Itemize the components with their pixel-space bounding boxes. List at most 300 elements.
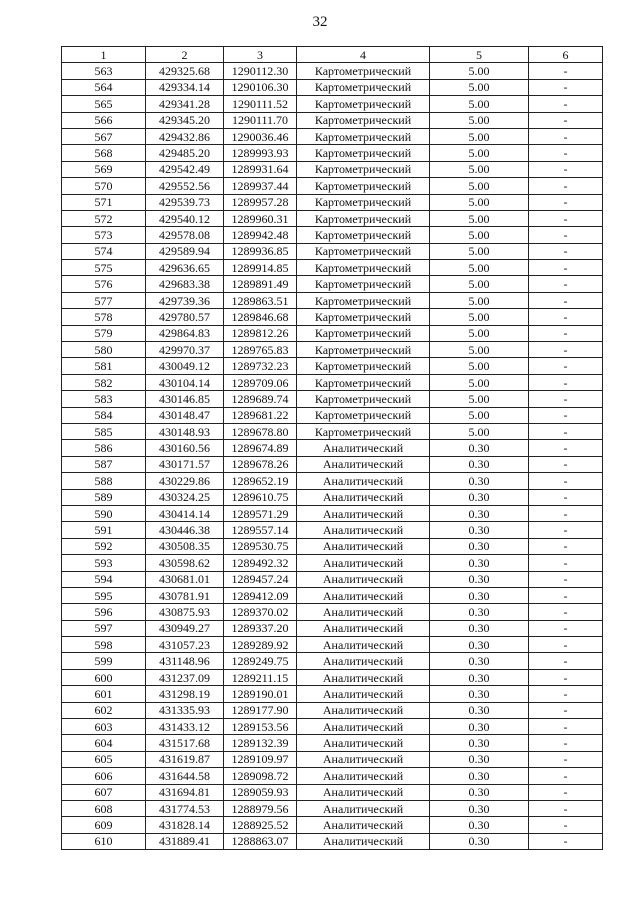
note-cell: - [529,161,603,177]
y-coordinate-cell: 1289678.26 [224,456,297,472]
note-cell: - [529,227,603,243]
accuracy-cell: 5.00 [430,243,529,259]
note-cell: - [529,440,603,456]
note-cell: - [529,735,603,751]
table-row [62,63,603,79]
y-coordinate-cell: 1289457.24 [224,571,297,587]
method-cell: Аналитический [297,620,430,636]
table-row [62,292,603,308]
column-header: 2 [146,47,224,63]
column-header: 4 [297,47,430,63]
table-row [62,440,603,456]
table-row [62,194,603,210]
x-coordinate-cell: 429970.37 [146,342,224,358]
x-coordinate-cell: 430146.85 [146,391,224,407]
method-cell: Аналитический [297,735,430,751]
point-number-cell: 607 [62,784,146,800]
accuracy-cell: 5.00 [430,276,529,292]
y-coordinate-cell: 1289530.75 [224,538,297,554]
accuracy-cell: 0.30 [430,686,529,702]
x-coordinate-cell: 430949.27 [146,620,224,636]
note-cell: - [529,342,603,358]
table-row [62,358,603,374]
note-cell: - [529,79,603,95]
y-coordinate-cell: 1290106.30 [224,79,297,95]
y-coordinate-cell: 1289891.49 [224,276,297,292]
accuracy-cell: 5.00 [430,161,529,177]
table-row [62,751,603,767]
x-coordinate-cell: 430598.62 [146,555,224,571]
accuracy-cell: 5.00 [430,358,529,374]
point-number-cell: 606 [62,768,146,784]
table-row [62,702,603,718]
y-coordinate-cell: 1289960.31 [224,210,297,226]
x-coordinate-cell: 429325.68 [146,63,224,79]
accuracy-cell: 0.30 [430,440,529,456]
point-number-cell: 581 [62,358,146,374]
table-row [62,145,603,161]
y-coordinate-cell: 1288863.07 [224,833,297,849]
point-number-cell: 567 [62,128,146,144]
point-number-cell: 582 [62,374,146,390]
point-number-cell: 583 [62,391,146,407]
y-coordinate-cell: 1288925.52 [224,817,297,833]
point-number-cell: 570 [62,178,146,194]
column-header: 5 [430,47,529,63]
note-cell: - [529,178,603,194]
note-cell: - [529,702,603,718]
table-row [62,96,603,112]
y-coordinate-cell: 1289652.19 [224,473,297,489]
y-coordinate-cell: 1290111.70 [224,112,297,128]
method-cell: Аналитический [297,555,430,571]
y-coordinate-cell: 1289492.32 [224,555,297,571]
note-cell: - [529,325,603,341]
x-coordinate-cell: 431828.14 [146,817,224,833]
point-number-cell: 596 [62,604,146,620]
y-coordinate-cell: 1290112.30 [224,63,297,79]
note-cell: - [529,292,603,308]
point-number-cell: 579 [62,325,146,341]
accuracy-cell: 0.30 [430,702,529,718]
method-cell: Аналитический [297,456,430,472]
x-coordinate-cell: 431774.53 [146,800,224,816]
x-coordinate-cell: 431517.68 [146,735,224,751]
point-number-cell: 584 [62,407,146,423]
note-cell: - [529,604,603,620]
accuracy-cell: 0.30 [430,833,529,849]
x-coordinate-cell: 429334.14 [146,79,224,95]
accuracy-cell: 0.30 [430,505,529,521]
method-cell: Картометрический [297,325,430,341]
y-coordinate-cell: 1289674.89 [224,440,297,456]
table-row [62,719,603,735]
table-row [62,669,603,685]
note-cell: - [529,505,603,521]
y-coordinate-cell: 1289914.85 [224,260,297,276]
point-number-cell: 602 [62,702,146,718]
y-coordinate-cell: 1289337.20 [224,620,297,636]
method-cell: Картометрический [297,178,430,194]
method-cell: Аналитический [297,817,430,833]
y-coordinate-cell: 1289709.06 [224,374,297,390]
point-number-cell: 577 [62,292,146,308]
x-coordinate-cell: 431619.87 [146,751,224,767]
method-cell: Картометрический [297,423,430,439]
y-coordinate-cell: 1289936.85 [224,243,297,259]
note-cell: - [529,260,603,276]
x-coordinate-cell: 431433.12 [146,719,224,735]
table-row [62,571,603,587]
accuracy-cell: 0.30 [430,587,529,603]
note-cell: - [529,538,603,554]
y-coordinate-cell: 1289931.64 [224,161,297,177]
note-cell: - [529,96,603,112]
point-number-cell: 592 [62,538,146,554]
y-coordinate-cell: 1289370.02 [224,604,297,620]
accuracy-cell: 5.00 [430,292,529,308]
method-cell: Картометрический [297,309,430,325]
y-coordinate-cell: 1289610.75 [224,489,297,505]
note-cell: - [529,751,603,767]
x-coordinate-cell: 430148.47 [146,407,224,423]
method-cell: Картометрический [297,63,430,79]
point-number-cell: 568 [62,145,146,161]
table-row [62,587,603,603]
point-number-cell: 572 [62,210,146,226]
note-cell: - [529,817,603,833]
point-number-cell: 569 [62,161,146,177]
table-row [62,833,603,849]
table-row [62,620,603,636]
y-coordinate-cell: 1289412.09 [224,587,297,603]
note-cell: - [529,768,603,784]
accuracy-cell: 0.30 [430,456,529,472]
accuracy-cell: 5.00 [430,96,529,112]
note-cell: - [529,63,603,79]
y-coordinate-cell: 1290036.46 [224,128,297,144]
y-coordinate-cell: 1289937.44 [224,178,297,194]
x-coordinate-cell: 431644.58 [146,768,224,784]
note-cell: - [529,145,603,161]
y-coordinate-cell: 1289863.51 [224,292,297,308]
accuracy-cell: 0.30 [430,768,529,784]
method-cell: Аналитический [297,505,430,521]
y-coordinate-cell: 1289059.93 [224,784,297,800]
y-coordinate-cell: 1289765.83 [224,342,297,358]
point-number-cell: 601 [62,686,146,702]
page-number: 32 [312,14,328,30]
accuracy-cell: 5.00 [430,63,529,79]
column-header: 1 [62,47,146,63]
method-cell: Аналитический [297,833,430,849]
accuracy-cell: 5.00 [430,423,529,439]
table-row [62,210,603,226]
method-cell: Картометрический [297,227,430,243]
accuracy-cell: 0.30 [430,719,529,735]
method-cell: Аналитический [297,653,430,669]
y-coordinate-cell: 1289732.23 [224,358,297,374]
x-coordinate-cell: 431237.09 [146,669,224,685]
y-coordinate-cell: 1289678.80 [224,423,297,439]
x-coordinate-cell: 430324.25 [146,489,224,505]
point-number-cell: 610 [62,833,146,849]
table-row [62,538,603,554]
x-coordinate-cell: 429540.12 [146,210,224,226]
table-row [62,456,603,472]
note-cell: - [529,276,603,292]
point-number-cell: 605 [62,751,146,767]
y-coordinate-cell: 1289177.90 [224,702,297,718]
x-coordinate-cell: 430104.14 [146,374,224,390]
point-number-cell: 586 [62,440,146,456]
method-cell: Картометрический [297,128,430,144]
x-coordinate-cell: 430508.35 [146,538,224,554]
x-coordinate-cell: 430160.56 [146,440,224,456]
method-cell: Картометрический [297,260,430,276]
x-coordinate-cell: 431148.96 [146,653,224,669]
column-header: 6 [529,47,603,63]
accuracy-cell: 5.00 [430,325,529,341]
x-coordinate-cell: 431335.93 [146,702,224,718]
note-cell: - [529,620,603,636]
x-coordinate-cell: 430148.93 [146,423,224,439]
method-cell: Картометрический [297,112,430,128]
accuracy-cell: 0.30 [430,735,529,751]
table-row [62,735,603,751]
accuracy-cell: 5.00 [430,374,529,390]
x-coordinate-cell: 430049.12 [146,358,224,374]
accuracy-cell: 0.30 [430,653,529,669]
note-cell: - [529,637,603,653]
y-coordinate-cell: 1289249.75 [224,653,297,669]
point-number-cell: 566 [62,112,146,128]
method-cell: Аналитический [297,768,430,784]
note-cell: - [529,784,603,800]
point-number-cell: 590 [62,505,146,521]
table-row [62,817,603,833]
table-row [62,161,603,177]
table-row [62,768,603,784]
note-cell: - [529,309,603,325]
note-cell: - [529,800,603,816]
method-cell: Картометрический [297,79,430,95]
method-cell: Картометрический [297,342,430,358]
table-row [62,309,603,325]
table-row [62,260,603,276]
accuracy-cell: 0.30 [430,637,529,653]
table-row [62,784,603,800]
note-cell: - [529,571,603,587]
table-body [62,63,603,850]
point-number-cell: 580 [62,342,146,358]
note-cell: - [529,489,603,505]
accuracy-cell: 5.00 [430,128,529,144]
point-number-cell: 593 [62,555,146,571]
table-header-row [62,47,603,63]
point-number-cell: 576 [62,276,146,292]
point-number-cell: 575 [62,260,146,276]
y-coordinate-cell: 1289098.72 [224,768,297,784]
note-cell: - [529,243,603,259]
method-cell: Аналитический [297,489,430,505]
note-cell: - [529,128,603,144]
y-coordinate-cell: 1289289.92 [224,637,297,653]
accuracy-cell: 5.00 [430,112,529,128]
accuracy-cell: 5.00 [430,79,529,95]
note-cell: - [529,391,603,407]
method-cell: Картометрический [297,292,430,308]
table-row [62,423,603,439]
x-coordinate-cell: 431298.19 [146,686,224,702]
table-row [62,79,603,95]
table-row [62,325,603,341]
method-cell: Картометрический [297,276,430,292]
note-cell: - [529,686,603,702]
x-coordinate-cell: 429780.57 [146,309,224,325]
y-coordinate-cell: 1289942.48 [224,227,297,243]
y-coordinate-cell: 1289957.28 [224,194,297,210]
point-number-cell: 565 [62,96,146,112]
method-cell: Картометрический [297,243,430,259]
method-cell: Картометрический [297,374,430,390]
column-header: 3 [224,47,297,63]
table-row [62,637,603,653]
note-cell: - [529,587,603,603]
method-cell: Аналитический [297,538,430,554]
method-cell: Аналитический [297,522,430,538]
method-cell: Аналитический [297,571,430,587]
point-number-cell: 564 [62,79,146,95]
point-number-cell: 588 [62,473,146,489]
accuracy-cell: 0.30 [430,555,529,571]
x-coordinate-cell: 430229.86 [146,473,224,489]
y-coordinate-cell: 1289812.26 [224,325,297,341]
x-coordinate-cell: 429485.20 [146,145,224,161]
accuracy-cell: 0.30 [430,751,529,767]
accuracy-cell: 0.30 [430,800,529,816]
x-coordinate-cell: 430781.91 [146,587,224,603]
accuracy-cell: 5.00 [430,178,529,194]
accuracy-cell: 0.30 [430,489,529,505]
method-cell: Картометрический [297,210,430,226]
method-cell: Аналитический [297,686,430,702]
x-coordinate-cell: 429683.38 [146,276,224,292]
method-cell: Картометрический [297,391,430,407]
x-coordinate-cell: 429341.28 [146,96,224,112]
y-coordinate-cell: 1290111.52 [224,96,297,112]
table-row [62,653,603,669]
method-cell: Аналитический [297,719,430,735]
table-row [62,128,603,144]
x-coordinate-cell: 430414.14 [146,505,224,521]
table-row [62,522,603,538]
method-cell: Картометрический [297,96,430,112]
accuracy-cell: 0.30 [430,669,529,685]
table-row [62,505,603,521]
point-number-cell: 594 [62,571,146,587]
table-row [62,489,603,505]
accuracy-cell: 0.30 [430,620,529,636]
y-coordinate-cell: 1288979.56 [224,800,297,816]
table-row [62,800,603,816]
y-coordinate-cell: 1289153.56 [224,719,297,735]
method-cell: Картометрический [297,145,430,161]
x-coordinate-cell: 429432.86 [146,128,224,144]
table-row [62,243,603,259]
x-coordinate-cell: 430446.38 [146,522,224,538]
note-cell: - [529,653,603,669]
method-cell: Аналитический [297,669,430,685]
accuracy-cell: 5.00 [430,260,529,276]
note-cell: - [529,555,603,571]
point-number-cell: 598 [62,637,146,653]
y-coordinate-cell: 1289190.01 [224,686,297,702]
x-coordinate-cell: 429539.73 [146,194,224,210]
point-number-cell: 587 [62,456,146,472]
accuracy-cell: 5.00 [430,342,529,358]
point-number-cell: 604 [62,735,146,751]
point-number-cell: 574 [62,243,146,259]
method-cell: Аналитический [297,587,430,603]
note-cell: - [529,112,603,128]
accuracy-cell: 5.00 [430,145,529,161]
accuracy-cell: 5.00 [430,309,529,325]
point-number-cell: 597 [62,620,146,636]
x-coordinate-cell: 429636.65 [146,260,224,276]
y-coordinate-cell: 1289681.22 [224,407,297,423]
point-number-cell: 573 [62,227,146,243]
x-coordinate-cell: 430681.01 [146,571,224,587]
method-cell: Аналитический [297,784,430,800]
y-coordinate-cell: 1289571.29 [224,505,297,521]
x-coordinate-cell: 431057.23 [146,637,224,653]
coordinates-table [61,46,603,850]
method-cell: Аналитический [297,800,430,816]
method-cell: Аналитический [297,702,430,718]
note-cell: - [529,194,603,210]
point-number-cell: 589 [62,489,146,505]
point-number-cell: 609 [62,817,146,833]
y-coordinate-cell: 1289557.14 [224,522,297,538]
point-number-cell: 591 [62,522,146,538]
table-row [62,555,603,571]
method-cell: Аналитический [297,751,430,767]
table-row [62,276,603,292]
accuracy-cell: 0.30 [430,604,529,620]
accuracy-cell: 5.00 [430,391,529,407]
note-cell: - [529,407,603,423]
x-coordinate-cell: 429864.83 [146,325,224,341]
y-coordinate-cell: 1289109.97 [224,751,297,767]
note-cell: - [529,210,603,226]
method-cell: Картометрический [297,358,430,374]
table-row [62,473,603,489]
point-number-cell: 578 [62,309,146,325]
method-cell: Картометрический [297,407,430,423]
point-number-cell: 600 [62,669,146,685]
method-cell: Аналитический [297,440,430,456]
table-row [62,407,603,423]
note-cell: - [529,456,603,472]
accuracy-cell: 0.30 [430,817,529,833]
note-cell: - [529,423,603,439]
x-coordinate-cell: 429589.94 [146,243,224,259]
x-coordinate-cell: 429542.49 [146,161,224,177]
x-coordinate-cell: 431694.81 [146,784,224,800]
note-cell: - [529,833,603,849]
x-coordinate-cell: 429739.36 [146,292,224,308]
